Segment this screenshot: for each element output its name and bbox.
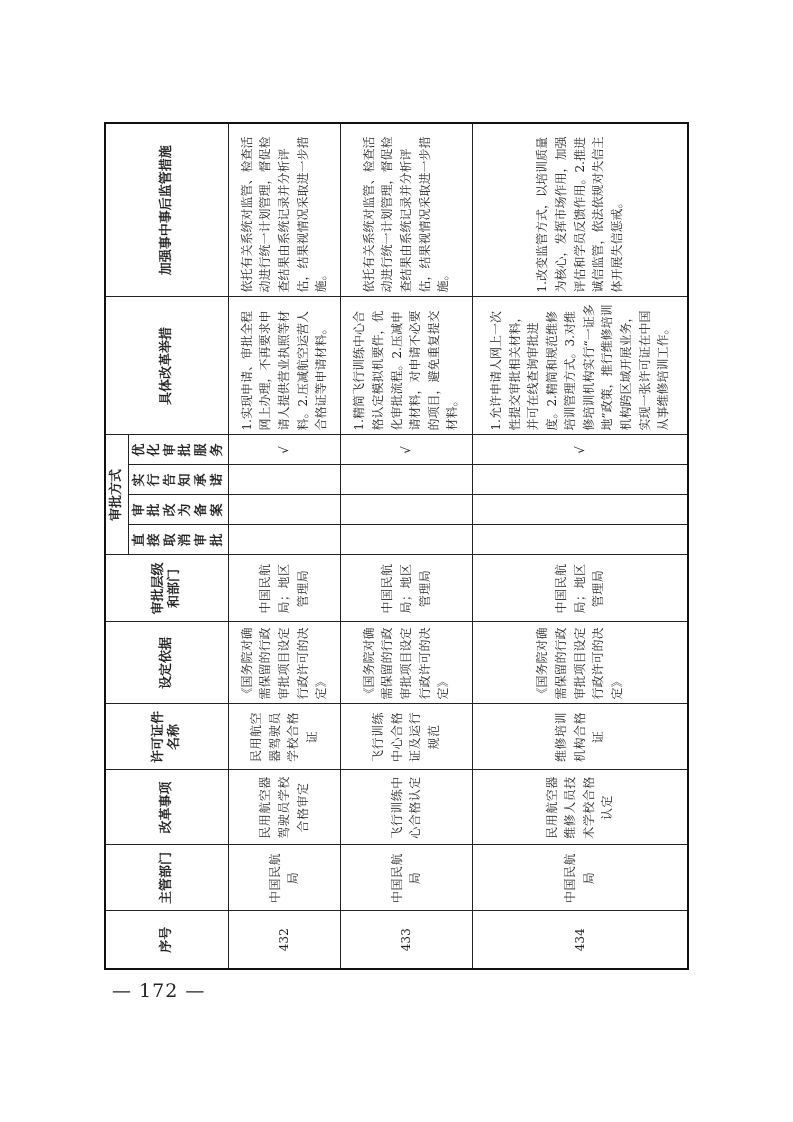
- table-row: [229, 123, 340, 969]
- cell-level: 中国民航局；地区管理局: [229, 555, 340, 622]
- cell-method-commit: [340, 465, 472, 495]
- cell-measures: 1.允许申请人网上一次性提交审批相关材料，并可在线查询审批进度。2.精简和规范维修培训管理方式。3.对维修培训机构实行“一证多地”政策，推行维修培训机构跨区域开展业务，实现一张许可证在中国从事维修培训工作。: [472, 297, 688, 435]
- header-method-optimize: 优化审批服务: [128, 435, 229, 465]
- cell-license: 飞行训练中心合格证及运行规范: [340, 704, 472, 770]
- header-level: 审批层级和部门: [105, 555, 229, 622]
- header-method-file: 审批改为备案: [128, 495, 229, 525]
- table-row: [340, 123, 472, 969]
- cell-method-cancel: [229, 525, 340, 555]
- cell-method-optimize: √: [472, 435, 688, 465]
- header-measures: 具体改革举措: [105, 297, 229, 435]
- cell-supervision: 依托有关系统对监管、检查活动进行统一计划管理，督促检查结果由系统记录并分析评估，结果视情况采取进一步措施。: [340, 123, 472, 297]
- cell-seq: 432: [229, 911, 340, 969]
- reform-table: [104, 122, 689, 970]
- cell-basis: 《国务院对确需保留的行政审批项目设定行政许可的决定》: [472, 622, 688, 704]
- cell-measures: 1.精简飞行训练中心合格认定模拟机要件，优化审批流程。2.压减申请材料，对申请不必要的项目，避免重复提交材料。: [340, 297, 472, 435]
- cell-seq: 434: [472, 911, 688, 969]
- header-seq: 序号: [105, 911, 229, 969]
- cell-item: 民用航空器维修人员技术学校合格认定: [472, 770, 688, 845]
- cell-basis: 《国务院对确需保留的行政审批项目设定行政许可的决定》: [229, 622, 340, 704]
- cell-license: 民用航空器驾驶员学校合格证: [229, 704, 340, 770]
- cell-measures: 1.实现申请、审批全程网上办理，不再要求申请人提供营业执照等材料。2.压减航空运营人合格证等申请材料。: [229, 297, 340, 435]
- table-row: [472, 123, 688, 969]
- cell-method-cancel: [472, 525, 688, 555]
- cell-method-optimize: √: [340, 435, 472, 465]
- page-number: — 172 —: [112, 980, 206, 1002]
- cell-method-commit: [229, 465, 340, 495]
- cell-level: 中国民航局；地区管理局: [472, 555, 688, 622]
- cell-seq: 433: [340, 911, 472, 969]
- header-license: 许可证件名称: [105, 704, 229, 770]
- cell-supervision: 依托有关系统对监管、检查活动进行统一计划管理，督促检查结果由系统记录并分析评估，结果视情况采取进一步措施。: [229, 123, 340, 297]
- header-basis: 设定依据: [105, 622, 229, 704]
- cell-method-file: [472, 495, 688, 525]
- header-supervision: 加强事中事后监管措施: [105, 123, 229, 297]
- cell-level: 中国民航局；地区管理局: [340, 555, 472, 622]
- cell-basis: 《国务院对确需保留的行政审批项目设定行政许可的决定》: [340, 622, 472, 704]
- cell-item: 民用航空器驾驶员学校合格审定: [229, 770, 340, 845]
- cell-license: 维修培训机构合格证: [472, 704, 688, 770]
- cell-dept: 中国民航局: [229, 845, 340, 911]
- header-method: 审批方式: [105, 435, 128, 555]
- cell-method-optimize: √: [229, 435, 340, 465]
- header-item: 改革事项: [105, 770, 229, 845]
- header-dept: 主管部门: [105, 845, 229, 911]
- cell-item: 飞行训练中心合格认定: [340, 770, 472, 845]
- cell-dept: 中国民航局: [472, 845, 688, 911]
- cell-method-file: [229, 495, 340, 525]
- cell-method-commit: [472, 465, 688, 495]
- table-header: [105, 123, 229, 969]
- cell-method-cancel: [340, 525, 472, 555]
- cell-dept: 中国民航局: [340, 845, 472, 911]
- header-method-cancel: 直接取消审批: [128, 525, 229, 555]
- header-method-commit: 实行告知承诺: [128, 465, 229, 495]
- cell-method-file: [340, 495, 472, 525]
- cell-supervision: 1.改变监管方式，以培训质量为核心，发挥市场作用，加强评估和学员反馈作用。2.推进诚信监管，依法依规对失信主体开展失信惩戒。: [472, 123, 688, 297]
